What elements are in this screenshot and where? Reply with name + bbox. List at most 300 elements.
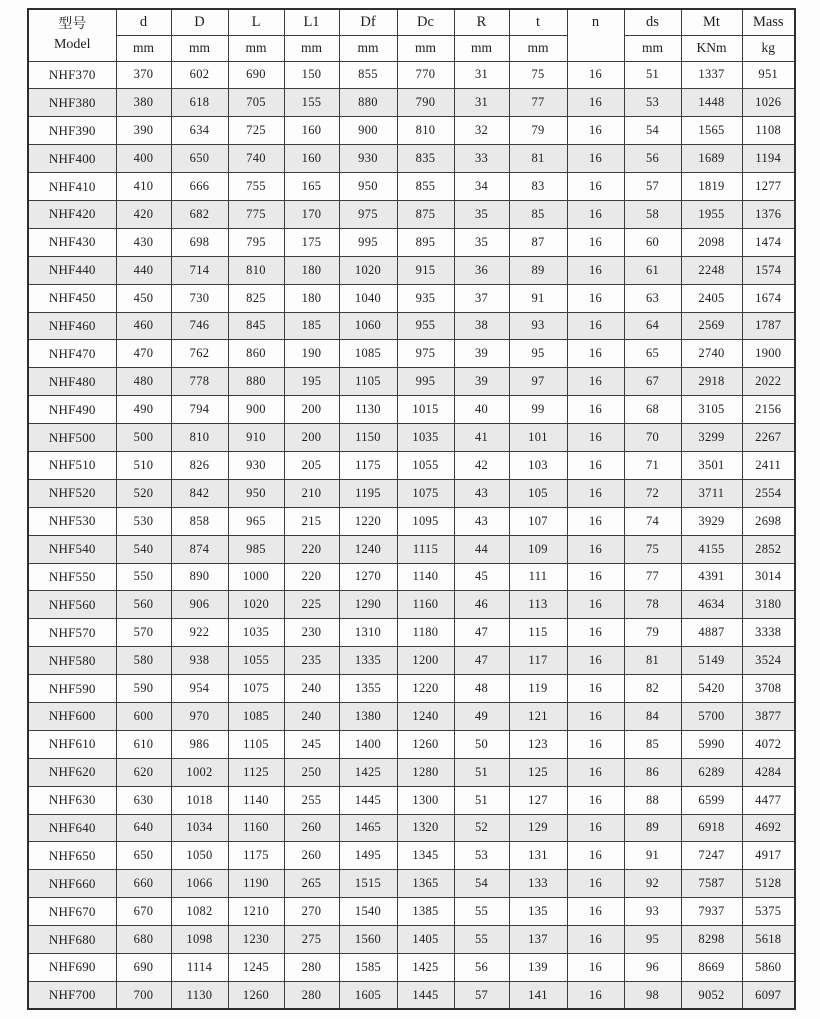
value-cell: 2918 <box>681 368 742 396</box>
value-cell: 34 <box>454 173 509 201</box>
table-row <box>28 173 795 201</box>
value-cell: 1098 <box>171 926 228 954</box>
value-cell: 855 <box>397 173 454 201</box>
value-cell: 1448 <box>681 89 742 117</box>
value-cell: 85 <box>509 200 567 228</box>
table-row <box>28 870 795 898</box>
column-header-l1: L1 <box>284 9 339 35</box>
value-cell: 160 <box>284 145 339 173</box>
value-cell: 240 <box>284 675 339 703</box>
value-cell: 255 <box>284 786 339 814</box>
value-cell: 1220 <box>339 507 397 535</box>
spec-table <box>27 8 796 1010</box>
table-row <box>28 842 795 870</box>
value-cell: 190 <box>284 340 339 368</box>
value-cell: 1465 <box>339 814 397 842</box>
value-cell: 4284 <box>742 758 795 786</box>
value-cell: 970 <box>171 702 228 730</box>
column-unit-d: mm <box>116 35 171 61</box>
value-cell: 51 <box>454 786 509 814</box>
value-cell: 1130 <box>171 981 228 1009</box>
column-unit-df: mm <box>339 35 397 61</box>
value-cell: 200 <box>284 424 339 452</box>
value-cell: 700 <box>116 981 171 1009</box>
value-cell: 540 <box>116 535 171 563</box>
value-cell: 16 <box>567 117 624 145</box>
value-cell: 842 <box>171 479 228 507</box>
value-cell: 954 <box>171 675 228 703</box>
value-cell: 16 <box>567 256 624 284</box>
value-cell: 1082 <box>171 898 228 926</box>
value-cell: 210 <box>284 479 339 507</box>
value-cell: 1035 <box>228 619 284 647</box>
value-cell: 129 <box>509 814 567 842</box>
value-cell: 1345 <box>397 842 454 870</box>
value-cell: 225 <box>284 591 339 619</box>
value-cell: 16 <box>567 675 624 703</box>
value-cell: 794 <box>171 396 228 424</box>
table-row <box>28 786 795 814</box>
value-cell: 1034 <box>171 814 228 842</box>
table-row <box>28 954 795 982</box>
value-cell: 1180 <box>397 619 454 647</box>
value-cell: 1290 <box>339 591 397 619</box>
value-cell: 16 <box>567 758 624 786</box>
value-cell: 33 <box>454 145 509 173</box>
value-cell: 5860 <box>742 954 795 982</box>
value-cell: 185 <box>284 312 339 340</box>
value-cell: 79 <box>509 117 567 145</box>
value-cell: 580 <box>116 647 171 675</box>
value-cell: 410 <box>116 173 171 201</box>
value-cell: 460 <box>116 312 171 340</box>
value-cell: 103 <box>509 451 567 479</box>
value-cell: 4391 <box>681 563 742 591</box>
value-cell: 2852 <box>742 535 795 563</box>
value-cell: 77 <box>624 563 681 591</box>
value-cell: 2569 <box>681 312 742 340</box>
value-cell: 121 <box>509 702 567 730</box>
value-cell: 1405 <box>397 926 454 954</box>
value-cell: 123 <box>509 730 567 758</box>
model-cell: NHF370 <box>28 61 116 89</box>
value-cell: 1114 <box>171 954 228 982</box>
value-cell: 139 <box>509 954 567 982</box>
value-cell: 955 <box>397 312 454 340</box>
value-cell: 141 <box>509 981 567 1009</box>
value-cell: 755 <box>228 173 284 201</box>
value-cell: 1055 <box>228 647 284 675</box>
value-cell: 1270 <box>339 563 397 591</box>
value-cell: 1210 <box>228 898 284 926</box>
value-cell: 75 <box>624 535 681 563</box>
model-cell: NHF540 <box>28 535 116 563</box>
value-cell: 5990 <box>681 730 742 758</box>
value-cell: 1175 <box>339 451 397 479</box>
value-cell: 1474 <box>742 228 795 256</box>
value-cell: 60 <box>624 228 681 256</box>
model-cell: NHF500 <box>28 424 116 452</box>
value-cell: 92 <box>624 870 681 898</box>
value-cell: 53 <box>454 842 509 870</box>
table-row <box>28 730 795 758</box>
value-cell: 180 <box>284 256 339 284</box>
value-cell: 420 <box>116 200 171 228</box>
value-cell: 56 <box>624 145 681 173</box>
value-cell: 1130 <box>339 396 397 424</box>
value-cell: 51 <box>624 61 681 89</box>
value-cell: 78 <box>624 591 681 619</box>
value-cell: 111 <box>509 563 567 591</box>
value-cell: 175 <box>284 228 339 256</box>
value-cell: 1335 <box>339 647 397 675</box>
value-cell: 1194 <box>742 145 795 173</box>
value-cell: 1000 <box>228 563 284 591</box>
value-cell: 895 <box>397 228 454 256</box>
value-cell: 4477 <box>742 786 795 814</box>
value-cell: 1115 <box>397 535 454 563</box>
value-cell: 16 <box>567 312 624 340</box>
value-cell: 54 <box>624 117 681 145</box>
table-row <box>28 926 795 954</box>
table-row <box>28 702 795 730</box>
value-cell: 4917 <box>742 842 795 870</box>
value-cell: 16 <box>567 340 624 368</box>
value-cell: 35 <box>454 200 509 228</box>
model-cell: NHF570 <box>28 619 116 647</box>
value-cell: 5618 <box>742 926 795 954</box>
table-row <box>28 200 795 228</box>
column-header-ds: ds <box>624 9 681 35</box>
model-cell: NHF600 <box>28 702 116 730</box>
value-cell: 16 <box>567 284 624 312</box>
value-cell: 1020 <box>228 591 284 619</box>
value-cell: 74 <box>624 507 681 535</box>
value-cell: 16 <box>567 814 624 842</box>
value-cell: 57 <box>454 981 509 1009</box>
value-cell: 1240 <box>339 535 397 563</box>
model-cell: NHF650 <box>28 842 116 870</box>
value-cell: 1245 <box>228 954 284 982</box>
table-row <box>28 368 795 396</box>
table-row <box>28 675 795 703</box>
value-cell: 1787 <box>742 312 795 340</box>
value-cell: 938 <box>171 647 228 675</box>
table-row <box>28 479 795 507</box>
table-row <box>28 451 795 479</box>
value-cell: 1066 <box>171 870 228 898</box>
value-cell: 16 <box>567 647 624 675</box>
table-row <box>28 981 795 1009</box>
model-cell: NHF470 <box>28 340 116 368</box>
value-cell: 1160 <box>397 591 454 619</box>
model-cell: NHF680 <box>28 926 116 954</box>
model-cell: NHF400 <box>28 145 116 173</box>
value-cell: 2411 <box>742 451 795 479</box>
value-cell: 915 <box>397 256 454 284</box>
value-cell: 55 <box>454 898 509 926</box>
value-cell: 1689 <box>681 145 742 173</box>
value-cell: 37 <box>454 284 509 312</box>
model-cell: NHF510 <box>28 451 116 479</box>
value-cell: 510 <box>116 451 171 479</box>
value-cell: 93 <box>624 898 681 926</box>
table-row <box>28 898 795 926</box>
value-cell: 32 <box>454 117 509 145</box>
table-row <box>28 591 795 619</box>
model-cell: NHF590 <box>28 675 116 703</box>
value-cell: 730 <box>171 284 228 312</box>
value-cell: 86 <box>624 758 681 786</box>
value-cell: 48 <box>454 675 509 703</box>
value-cell: 8298 <box>681 926 742 954</box>
value-cell: 3105 <box>681 396 742 424</box>
value-cell: 40 <box>454 396 509 424</box>
value-cell: 1075 <box>397 479 454 507</box>
value-cell: 51 <box>454 758 509 786</box>
value-cell: 81 <box>624 647 681 675</box>
column-unit-mass: kg <box>742 35 795 61</box>
model-cell: NHF490 <box>28 396 116 424</box>
table-row <box>28 814 795 842</box>
model-cell: NHF520 <box>28 479 116 507</box>
value-cell: 72 <box>624 479 681 507</box>
value-cell: 84 <box>624 702 681 730</box>
value-cell: 1605 <box>339 981 397 1009</box>
value-cell: 1175 <box>228 842 284 870</box>
value-cell: 995 <box>397 368 454 396</box>
value-cell: 975 <box>397 340 454 368</box>
value-cell: 57 <box>624 173 681 201</box>
value-cell: 75 <box>509 61 567 89</box>
column-unit-d: mm <box>171 35 228 61</box>
model-cell: NHF450 <box>28 284 116 312</box>
value-cell: 450 <box>116 284 171 312</box>
value-cell: 634 <box>171 117 228 145</box>
column-header-d: D <box>171 9 228 35</box>
value-cell: 1280 <box>397 758 454 786</box>
column-header-dc: Dc <box>397 9 454 35</box>
value-cell: 390 <box>116 117 171 145</box>
value-cell: 46 <box>454 591 509 619</box>
table-header <box>28 9 795 61</box>
value-cell: 1020 <box>339 256 397 284</box>
value-cell: 7937 <box>681 898 742 926</box>
value-cell: 63 <box>624 284 681 312</box>
value-cell: 570 <box>116 619 171 647</box>
value-cell: 1819 <box>681 173 742 201</box>
value-cell: 690 <box>228 61 284 89</box>
value-cell: 620 <box>116 758 171 786</box>
value-cell: 89 <box>624 814 681 842</box>
table-row <box>28 117 795 145</box>
value-cell: 155 <box>284 89 339 117</box>
value-cell: 270 <box>284 898 339 926</box>
value-cell: 1277 <box>742 173 795 201</box>
model-cell: NHF440 <box>28 256 116 284</box>
value-cell: 1337 <box>681 61 742 89</box>
model-cell: NHF550 <box>28 563 116 591</box>
value-cell: 16 <box>567 842 624 870</box>
model-cell: NHF390 <box>28 117 116 145</box>
value-cell: 79 <box>624 619 681 647</box>
value-cell: 660 <box>116 870 171 898</box>
value-cell: 1380 <box>339 702 397 730</box>
value-cell: 250 <box>284 758 339 786</box>
value-cell: 8669 <box>681 954 742 982</box>
value-cell: 951 <box>742 61 795 89</box>
value-cell: 16 <box>567 926 624 954</box>
value-cell: 82 <box>624 675 681 703</box>
value-cell: 3524 <box>742 647 795 675</box>
column-header-d: d <box>116 9 171 35</box>
value-cell: 995 <box>339 228 397 256</box>
value-cell: 5420 <box>681 675 742 703</box>
value-cell: 67 <box>624 368 681 396</box>
value-cell: 99 <box>509 396 567 424</box>
value-cell: 1400 <box>339 730 397 758</box>
value-cell: 1140 <box>228 786 284 814</box>
value-cell: 520 <box>116 479 171 507</box>
value-cell: 235 <box>284 647 339 675</box>
value-cell: 1055 <box>397 451 454 479</box>
value-cell: 590 <box>116 675 171 703</box>
value-cell: 280 <box>284 981 339 1009</box>
value-cell: 115 <box>509 619 567 647</box>
value-cell: 1900 <box>742 340 795 368</box>
value-cell: 610 <box>116 730 171 758</box>
value-cell: 666 <box>171 173 228 201</box>
value-cell: 618 <box>171 89 228 117</box>
value-cell: 762 <box>171 340 228 368</box>
value-cell: 1240 <box>397 702 454 730</box>
value-cell: 16 <box>567 451 624 479</box>
value-cell: 107 <box>509 507 567 535</box>
value-cell: 16 <box>567 200 624 228</box>
model-column-header <box>28 9 116 61</box>
value-cell: 1190 <box>228 870 284 898</box>
model-cell: NHF630 <box>28 786 116 814</box>
value-cell: 1002 <box>171 758 228 786</box>
value-cell: 490 <box>116 396 171 424</box>
table-row <box>28 563 795 591</box>
value-cell: 127 <box>509 786 567 814</box>
value-cell: 1560 <box>339 926 397 954</box>
value-cell: 205 <box>284 451 339 479</box>
value-cell: 1955 <box>681 200 742 228</box>
value-cell: 2405 <box>681 284 742 312</box>
value-cell: 2698 <box>742 507 795 535</box>
value-cell: 810 <box>228 256 284 284</box>
value-cell: 1060 <box>339 312 397 340</box>
column-unit-n <box>567 35 624 61</box>
value-cell: 85 <box>624 730 681 758</box>
value-cell: 16 <box>567 61 624 89</box>
value-cell: 985 <box>228 535 284 563</box>
value-cell: 101 <box>509 424 567 452</box>
value-cell: 280 <box>284 954 339 982</box>
value-cell: 650 <box>171 145 228 173</box>
value-cell: 480 <box>116 368 171 396</box>
value-cell: 6599 <box>681 786 742 814</box>
value-cell: 3708 <box>742 675 795 703</box>
value-cell: 845 <box>228 312 284 340</box>
value-cell: 1425 <box>397 954 454 982</box>
model-cell: NHF670 <box>28 898 116 926</box>
value-cell: 16 <box>567 173 624 201</box>
value-cell: 165 <box>284 173 339 201</box>
value-cell: 670 <box>116 898 171 926</box>
value-cell: 560 <box>116 591 171 619</box>
value-cell: 41 <box>454 424 509 452</box>
value-cell: 1150 <box>339 424 397 452</box>
value-cell: 31 <box>454 61 509 89</box>
value-cell: 600 <box>116 702 171 730</box>
value-cell: 880 <box>228 368 284 396</box>
value-cell: 6918 <box>681 814 742 842</box>
value-cell: 39 <box>454 368 509 396</box>
value-cell: 825 <box>228 284 284 312</box>
value-cell: 778 <box>171 368 228 396</box>
value-cell: 1425 <box>339 758 397 786</box>
value-cell: 975 <box>339 200 397 228</box>
value-cell: 91 <box>624 842 681 870</box>
value-cell: 690 <box>116 954 171 982</box>
value-cell: 1200 <box>397 647 454 675</box>
value-cell: 950 <box>228 479 284 507</box>
value-cell: 1085 <box>339 340 397 368</box>
value-cell: 1026 <box>742 89 795 117</box>
value-cell: 500 <box>116 424 171 452</box>
model-header-cn: 型号 <box>58 16 87 32</box>
value-cell: 1495 <box>339 842 397 870</box>
value-cell: 215 <box>284 507 339 535</box>
table-row <box>28 535 795 563</box>
value-cell: 1040 <box>339 284 397 312</box>
value-cell: 47 <box>454 647 509 675</box>
value-cell: 68 <box>624 396 681 424</box>
table-row <box>28 424 795 452</box>
value-cell: 1674 <box>742 284 795 312</box>
value-cell: 380 <box>116 89 171 117</box>
value-cell: 16 <box>567 424 624 452</box>
value-cell: 2098 <box>681 228 742 256</box>
value-cell: 220 <box>284 563 339 591</box>
model-cell: NHF610 <box>28 730 116 758</box>
value-cell: 826 <box>171 451 228 479</box>
value-cell: 930 <box>339 145 397 173</box>
value-cell: 950 <box>339 173 397 201</box>
table-row <box>28 758 795 786</box>
value-cell: 96 <box>624 954 681 982</box>
value-cell: 2267 <box>742 424 795 452</box>
value-cell: 858 <box>171 507 228 535</box>
value-cell: 835 <box>397 145 454 173</box>
value-cell: 2156 <box>742 396 795 424</box>
value-cell: 16 <box>567 535 624 563</box>
value-cell: 880 <box>339 89 397 117</box>
value-cell: 900 <box>228 396 284 424</box>
value-cell: 3014 <box>742 563 795 591</box>
column-unit-l1: mm <box>284 35 339 61</box>
value-cell: 42 <box>454 451 509 479</box>
model-cell: NHF580 <box>28 647 116 675</box>
value-cell: 16 <box>567 981 624 1009</box>
value-cell: 119 <box>509 675 567 703</box>
value-cell: 16 <box>567 145 624 173</box>
value-cell: 1108 <box>742 117 795 145</box>
value-cell: 16 <box>567 591 624 619</box>
